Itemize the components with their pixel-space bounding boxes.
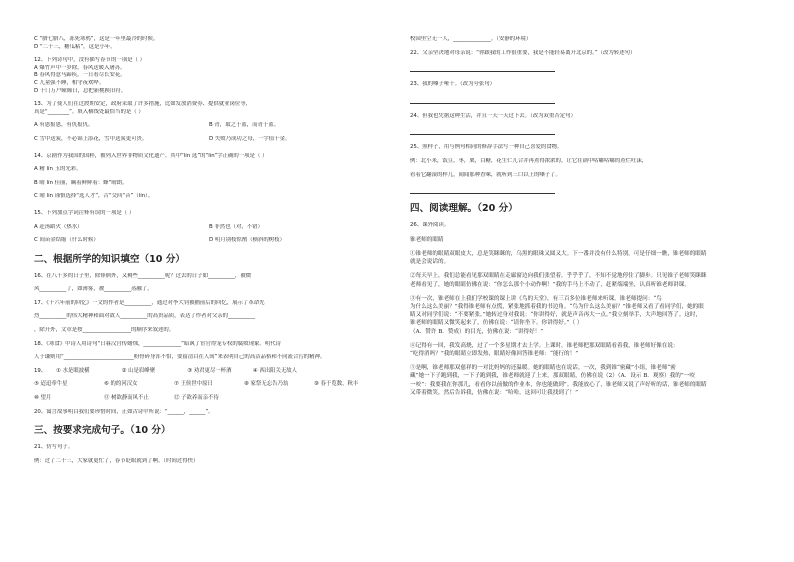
passage-title: 锥老师的眼睛	[410, 236, 444, 243]
grid-item: ⑩ 望月	[34, 395, 52, 402]
grid-item: ⑥ 的的河汉女	[104, 381, 138, 388]
question-17-cont: 烈__________的伟大精神和面对敌人__________的高贵品质，表达了作者对父亲的__________	[34, 313, 256, 320]
grid-item: ⑫ 子欲养而亲不待	[174, 395, 219, 402]
options-row	[34, 224, 384, 232]
passage-line: ③有一次，锥老师在上我们学校课的课上讲《鸟的天堂》，有三百多位锥老师来听课。锥老师提问：“鸟	[410, 295, 662, 302]
question-19-grid	[34, 368, 384, 376]
grid-item: ⑧ 家祭无忘告乃翁	[244, 381, 289, 388]
question-13-cont: 真是“________”。填入横线处最恰当的是（ ）	[34, 108, 144, 115]
option-c: C 晴 lín 谨慎选择“选人才”，古“交回“音”（lín）。	[34, 193, 154, 200]
passage-line: ⑤是啊，锥老师那双慈祥的一对比妈妈的还温暖。她的眼睛也在说话。一次，我到锥“密藏”小组，锥老师“密	[410, 365, 676, 372]
question-18-cont: 人于谦则用“__________________________粉骨碎身浑不怕，要留清白在人间”来表明自己的高洁品格和不同流合污的精神。	[34, 354, 326, 361]
passage-line: 睛又对同学们说：“不要紧张。”她转过身对我说：“你讲得好，就是声音再大一点。”我立刻举手，大声地回答了。这时，	[410, 312, 702, 319]
option-c: C 儿童强不睡，相守夜欢哗。	[34, 79, 105, 86]
passage-line: 藏”她一下子跑到我，一下子跑到我，锥老师就迎了上来，那双眼睛，仿佛在说（2）（A．设示 B．观察）我的”一咬	[410, 373, 695, 380]
passage-line: ①锥老师的眼睛双眼皮大，总是笑眯眯的，乌黑的眼珠又圆又大。下一番并没有什么特别，可是仔细一瞧，锥老师的眼睛	[410, 250, 707, 257]
option-c: C 雪中送炭，不必锦上添花，雪中送炭更可贵。	[34, 135, 148, 142]
question-13: 13、为了使人们在过渡期安定，政府采取了许多措施，比如发放消费券、提供就业岗位等，	[34, 101, 252, 108]
grid-item: ① 水是眼波横	[56, 367, 90, 374]
question-line: D “二十三，糖瓜粘”，这是小年。	[34, 43, 116, 50]
question-18: 18、《寒食》中诗人用诗句“日暮汉宫传蜡烛，______________”暗讽了宦官得宠专权的腐败现象。明代诗	[34, 340, 281, 347]
option-b: B 春风得意马蹄疾，一日看尽长安花。	[34, 72, 126, 79]
question-12: 12、下列诗句中，没有描写春节的一项是（ ）	[34, 57, 145, 64]
answer-line	[410, 95, 555, 104]
question-25: 25、照样子，用与例句相同的修辞手法写一种自己喜爱的食物。	[410, 144, 563, 151]
passage-line: ②每天早上，我们总能看见那双眼睛在走廊窗边向我们张望着，乎乎乎了，不知不觉地停住了脚步。只见锥子老师笑眯眯	[410, 273, 707, 280]
grid-item: ⑤ 迢迢牵牛星	[34, 381, 68, 388]
passage-line: （A．赞许 B．赞成）的目光，仿佛在说：“讲得好！”	[410, 328, 544, 335]
question-21: 21、仿写句子。	[34, 444, 74, 451]
answer-line	[410, 185, 555, 194]
options-row	[34, 122, 384, 130]
question-26: 26、课外阅读。	[410, 222, 450, 229]
options-row	[34, 136, 384, 144]
option-c: C 间苗金结缩（什么时候）	[34, 237, 99, 244]
section-heading-3: 三、按要求完成句子。（10 分）	[34, 425, 171, 437]
question-19-grid	[34, 395, 384, 403]
left-column	[34, 36, 384, 465]
question-line: C “腊七腊八，冻死寒鸦”，这是一年里最冷的时候。	[34, 36, 159, 42]
grid-item: ③ 劝君更尽一杯酒	[187, 367, 232, 374]
question-20: 20、寓言故事明白我们要珍惜时间，正如古诗中所说：“______，______”。	[34, 408, 214, 415]
question-19-label: 19、	[34, 367, 47, 374]
question-23: 23、我的嗓子哑干。（改为夸张句）	[410, 81, 496, 88]
passage-line: 又带着微笑，然后告诉我，仿佛在说：“哈哈，这回可让我找到了！”	[410, 389, 578, 396]
grid-item: ⑪ 树欲静而风不止	[104, 395, 149, 402]
option-d: D 明月别枝惊鹊（横斜的树枝）	[209, 237, 285, 244]
grid-item: ⑨ 春于览数，秋丰	[314, 381, 359, 388]
passage-line: 锥老师的眼睛又微笑起来了，仿佛在说：“请你坐下。你讲得好。”（ ）	[410, 320, 583, 327]
options-row	[34, 237, 384, 245]
option-b: B 晴 lín 佳丽，瞒着鲜鲜着：蜂“晴朗。	[34, 179, 128, 186]
question-24: 24、但我也凭据这种生活，并且一天一天过下去。（改为双重否定句）	[410, 112, 576, 119]
question-17-cont: ，除开外，文章是按__________________的顺序来叙述的。	[34, 327, 175, 334]
right-column	[410, 36, 762, 397]
question-22: 22、父亲坚决地对母亲说：“你跟我的工作很重要，我是不能轻易离开北京的。”（改为转述句）	[410, 49, 636, 56]
question-25-example: 例：北小米，饭豆，枣，栗，白糖，花生仁儿合并再煮得浓浓的，让它在锅中咕嘟咕嘟的煮烂吐沫，	[410, 157, 648, 164]
option-a: A 赴汤蹈火（热水）	[34, 223, 83, 230]
answer-line	[410, 126, 555, 135]
question-21-blank: 校园里空无一人，______________。（安静的环境）	[410, 36, 532, 42]
option-a: A 爆竹声中一岁除，春风送暖入屠苏。	[34, 64, 126, 71]
answer-line	[410, 63, 555, 72]
question-16-cont: 风__________了，如薄雾，被__________蒸融了。	[34, 286, 153, 293]
question-14: 14、京剧作为我国的国粹，被列入世界非物质文化遗产。其中“lín 选”的“lín”字正确的一项是（ ）	[34, 152, 268, 159]
question-16: 16、在八千多的日子里，除徘徊外，又剩些__________呢？过去的日子如__________，被微	[34, 272, 252, 279]
option-b: B 青，取之于蓝，而青于蓝。	[209, 122, 280, 129]
grid-item: ② 山是眉峰聚	[121, 367, 156, 374]
question-25-example-cont: 看着它翻滚的样儿，闻闻那种香味，就听到三口以上的嗓子了。	[410, 171, 561, 178]
grid-item: ④ 西出阳关无故人	[252, 367, 298, 374]
question-19-grid	[34, 381, 384, 389]
question-15: 15、下列加点字词注释有误的一项是（ ）	[34, 209, 135, 216]
passage-line: 就是会说话的。	[410, 259, 450, 266]
option-b: B 非然也（对，不错）	[209, 223, 263, 230]
passage-line: 为什么这么美丽？”我得锥老师有点慌，紧张地抓着我的书边角。“鸟为什么这么美丽？”锥老师又看了看同学们，她的眼	[410, 303, 704, 310]
section-heading-2: 二、根据所学的知识填空（10 分）	[34, 253, 186, 265]
option-d: D 失败乃成功之母，一字值千金。	[209, 135, 291, 142]
passage-line: ④记得有一回，我发高烧，过了一个多星期才去上学。上课时，锥老师把那双眼睛看着我，锥老师好像在说：	[410, 342, 679, 349]
question-17: 17、《十六年前的回忆》一文的作者是__________，通过对李大钊被捕前后的回忆，展示了革命先	[34, 299, 265, 306]
section-heading-4: 四、阅读理解。（20 分）	[410, 203, 518, 215]
passage-line: “吃得消吗？”我的眼睛立即发热，眼睛好像回答锥老师：“能行的！”	[410, 350, 579, 357]
option-a: A 精 lín 玉的光彩。	[34, 166, 82, 173]
passage-line: 一咬”：我要我在你那儿，看看你以前做的作业本，你也能做到”。我能放心了，锥老师又说了声好听的话，锥老师的眼睛	[410, 381, 707, 388]
option-a: A 有恩报恩，有仇报仇。	[34, 122, 94, 129]
question-21-example: 例：过了二十三，大家就更忙了，春节眨眼就到了啊。（时间过得快）	[34, 457, 199, 464]
option-d: D 千门万户曈曈日，总把新桃换旧符。	[34, 87, 127, 94]
passage-line: 老师看见了，她的眼睛仿佛在说：“你怎么那个小动作啊！”我的手马上不动了，赶紧端端坐，认真听锥老师讲课。	[410, 281, 690, 288]
grid-item: ⑦ 王侯世中原日	[174, 381, 213, 388]
